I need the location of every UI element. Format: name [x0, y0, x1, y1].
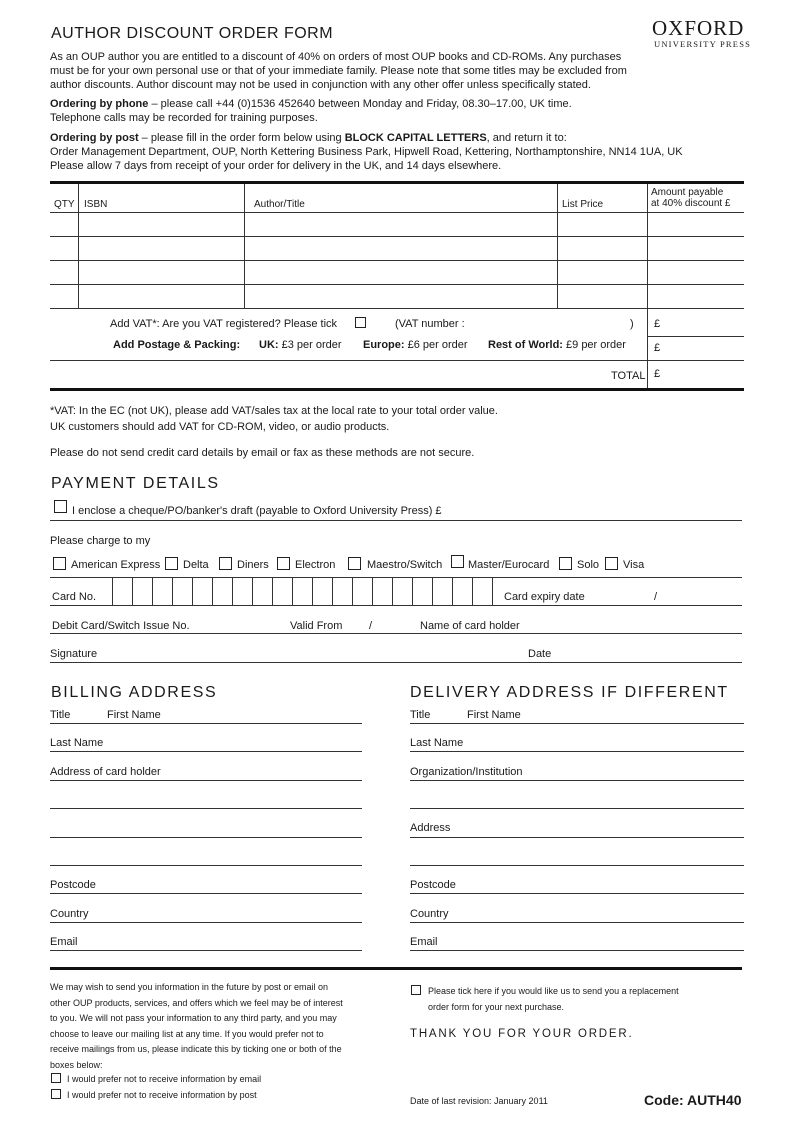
- billing-country-label: Country: [50, 908, 89, 920]
- billing-last-name-label: Last Name: [50, 737, 104, 749]
- billing-email-label: Email: [50, 936, 78, 948]
- delivery-rule: [410, 808, 744, 809]
- vat-registered-checkbox[interactable]: [355, 317, 366, 328]
- card-holder-name-field[interactable]: [530, 610, 740, 632]
- delivery-rule: [410, 865, 744, 866]
- visa-checkbox[interactable]: [605, 557, 618, 570]
- table-rule: [50, 308, 744, 309]
- payment-heading: PAYMENT DETAILS: [51, 475, 220, 492]
- card-holder-name-label: Name of card holder: [420, 620, 520, 632]
- table-bottom-rule: [50, 388, 744, 391]
- form-rule: [50, 520, 742, 521]
- delivery-rule: [410, 922, 744, 923]
- opt-out-email-label: I would prefer not to receive information by email: [67, 1074, 262, 1084]
- delivery-heading: DELIVERY ADDRESS IF DIFFERENT: [410, 684, 729, 701]
- table-col-divider: [244, 184, 245, 308]
- amex-checkbox[interactable]: [53, 557, 66, 570]
- table-rule: [50, 360, 744, 361]
- delivery-rule: [410, 751, 744, 752]
- form-code: Code: AUTH40: [644, 1092, 742, 1108]
- issue-no-label: Debit Card/Switch Issue No.: [52, 620, 190, 632]
- table-col-divider: [557, 184, 558, 308]
- opt-out-email-checkbox[interactable]: [51, 1073, 61, 1083]
- billing-rule: [50, 865, 362, 866]
- valid-from-label: Valid From: [290, 620, 343, 632]
- card-warning: Please do not send credit card details by email or fax as these methods are not secure.: [50, 447, 475, 459]
- table-col-divider: [78, 184, 79, 308]
- form-rule: [50, 605, 742, 606]
- billing-rule: [50, 837, 362, 838]
- amex-label: American Express: [71, 559, 161, 571]
- postage-uk: UK: £3 per order: [259, 339, 342, 351]
- vat-note: *VAT: In the EC (not UK), please add VAT/sales tax at the local rate to your total order value. UK customers should add VAT for CD-ROM, video, or audio products.: [50, 405, 498, 433]
- amount-cell[interactable]: [648, 213, 744, 236]
- charge-to-label: Please charge to my: [50, 535, 151, 547]
- oxford-logo: OXFORD: [652, 16, 745, 40]
- valid-from-slash: /: [369, 620, 373, 632]
- mastercard-checkbox[interactable]: [451, 555, 464, 568]
- table-top-rule: [50, 181, 744, 184]
- vat-number-close: ): [630, 318, 634, 330]
- postage-label: Add Postage & Packing:: [113, 339, 241, 351]
- cheque-label: I enclose a cheque/PO/banker's draft (payable to Oxford University Press) £: [72, 505, 442, 517]
- delivery-rule: [410, 780, 744, 781]
- mailing-info-text: We may wish to send you information in the future by post or email on other OUP products, services, and offers which we feel may be of interest to you. We will not pass your information to any third party, and you may choose to leave our mailing list at any time. If you would prefer not to receive mailings from us, please indicate this by ticking one or both of the boxes below:: [50, 982, 343, 1070]
- delta-checkbox[interactable]: [165, 557, 178, 570]
- qty-cell[interactable]: [51, 213, 78, 236]
- delivery-rule: [410, 950, 744, 951]
- solo-label: Solo: [577, 559, 600, 571]
- replacement-form-label: Please tick here if you would like us to send you a replacement order form for your next purchase.: [428, 986, 679, 1012]
- delivery-country-label: Country: [410, 908, 449, 920]
- thank-you-text: THANK YOU FOR YOUR ORDER.: [410, 1028, 634, 1040]
- card-expiry-field[interactable]: [600, 580, 740, 604]
- form-rule: [50, 633, 742, 634]
- isbn-cell[interactable]: [79, 213, 244, 236]
- delta-label: Delta: [183, 559, 209, 571]
- electron-checkbox[interactable]: [277, 557, 290, 570]
- diners-checkbox[interactable]: [219, 557, 232, 570]
- signature-label: Signature: [50, 648, 98, 660]
- table-rule: [50, 260, 744, 261]
- opt-out-post-checkbox[interactable]: [51, 1089, 61, 1099]
- billing-rule: [50, 922, 362, 923]
- vat-amount-currency: £: [654, 318, 661, 330]
- date-label: Date: [528, 648, 552, 660]
- billing-rule: [50, 751, 362, 752]
- replacement-form-checkbox[interactable]: [411, 985, 421, 995]
- delivery-rule: [410, 893, 744, 894]
- billing-rule: [50, 893, 362, 894]
- form-title: AUTHOR DISCOUNT ORDER FORM: [51, 25, 334, 42]
- delivery-first-name-label: First Name: [467, 709, 521, 721]
- delivery-title-label: Title: [410, 709, 431, 721]
- billing-rule: [50, 950, 362, 951]
- col-amount-payable: Amount payable at 40% discount £: [651, 187, 731, 209]
- col-isbn: ISBN: [84, 199, 108, 210]
- col-list-price: List Price: [562, 199, 604, 210]
- total-label: TOTAL: [611, 370, 646, 382]
- table-rule: [50, 284, 744, 285]
- post-ordering: Ordering by post – please fill in the order form below using BLOCK CAPITAL LETTERS, and return it to: Order Management Department, OUP, North Kettering Business Park, Hipwell Road, Kettering, Northamptonshire, NN14 1UA, UK Please allow 7 days from receipt of your order for delivery in the UK, and 14 days elsewhere.: [50, 132, 683, 172]
- diners-label: Diners: [237, 559, 269, 571]
- card-expiry-label: Card expiry date: [504, 591, 585, 603]
- oxford-logo-subtitle: UNIVERSITY PRESS: [654, 39, 752, 49]
- postage-rest-of-world: Rest of World: £9 per order: [488, 339, 626, 351]
- list-price-cell[interactable]: [558, 213, 647, 236]
- mastercard-label: Master/Eurocard: [468, 559, 550, 571]
- cheque-checkbox[interactable]: [54, 500, 67, 513]
- total-amount-currency: £: [654, 368, 661, 380]
- postage-europe: Europe: £6 per order: [363, 339, 468, 351]
- billing-title-label: Title: [50, 709, 71, 721]
- vat-number-label: (VAT number :: [395, 318, 465, 330]
- form-rule: [50, 662, 742, 663]
- card-number-field[interactable]: [112, 578, 492, 605]
- billing-rule: [50, 723, 362, 724]
- expiry-slash: /: [654, 591, 658, 603]
- electron-label: Electron: [295, 559, 336, 571]
- footer-rule: [50, 967, 742, 970]
- delivery-rule: [410, 837, 744, 838]
- table-rule: [647, 336, 744, 337]
- delivery-organization-label: Organization/Institution: [410, 766, 523, 778]
- solo-checkbox[interactable]: [559, 557, 572, 570]
- delivery-rule: [410, 723, 744, 724]
- signature-field[interactable]: [105, 640, 505, 660]
- visa-label: Visa: [623, 559, 645, 571]
- postage-amount-currency: £: [654, 342, 661, 354]
- table-rule: [50, 236, 744, 237]
- billing-address-label: Address of card holder: [50, 766, 161, 778]
- author-title-cell[interactable]: [245, 213, 557, 236]
- vat-row: Add VAT*: Are you VAT registered? Please tick: [110, 318, 338, 330]
- delivery-address-label: Address: [410, 822, 451, 834]
- delivery-last-name-label: Last Name: [410, 737, 464, 749]
- revision-date: Date of last revision: January 2011: [410, 1096, 548, 1106]
- col-qty: QTY: [54, 199, 75, 210]
- billing-first-name-label: First Name: [107, 709, 161, 721]
- col-author-title: Author/Title: [254, 199, 305, 210]
- delivery-email-label: Email: [410, 936, 438, 948]
- delivery-postcode-label: Postcode: [410, 879, 456, 891]
- intro-text: As an OUP author you are entitled to a discount of 40% on orders of most OUP books and CD-ROMs. Any purchases must be for your own personal use or that of your immediate family. Please note that some titles may be excluded from author discounts. Author discount may not be used in conjunction with any other offer unless specifically stated.: [50, 51, 627, 91]
- card-no-label: Card No.: [52, 591, 97, 603]
- billing-rule: [50, 808, 362, 809]
- maestro-label: Maestro/Switch: [367, 559, 443, 571]
- opt-out-post-label: I would prefer not to receive information by post: [67, 1090, 257, 1100]
- billing-postcode-label: Postcode: [50, 879, 96, 891]
- phone-ordering: Ordering by phone – please call +44 (0)1536 452640 between Monday and Friday, 08.30–17.00, UK time. Telephone calls may be recorded for training purposes.: [50, 98, 572, 124]
- billing-heading: BILLING ADDRESS: [51, 684, 218, 701]
- maestro-checkbox[interactable]: [348, 557, 361, 570]
- billing-rule: [50, 780, 362, 781]
